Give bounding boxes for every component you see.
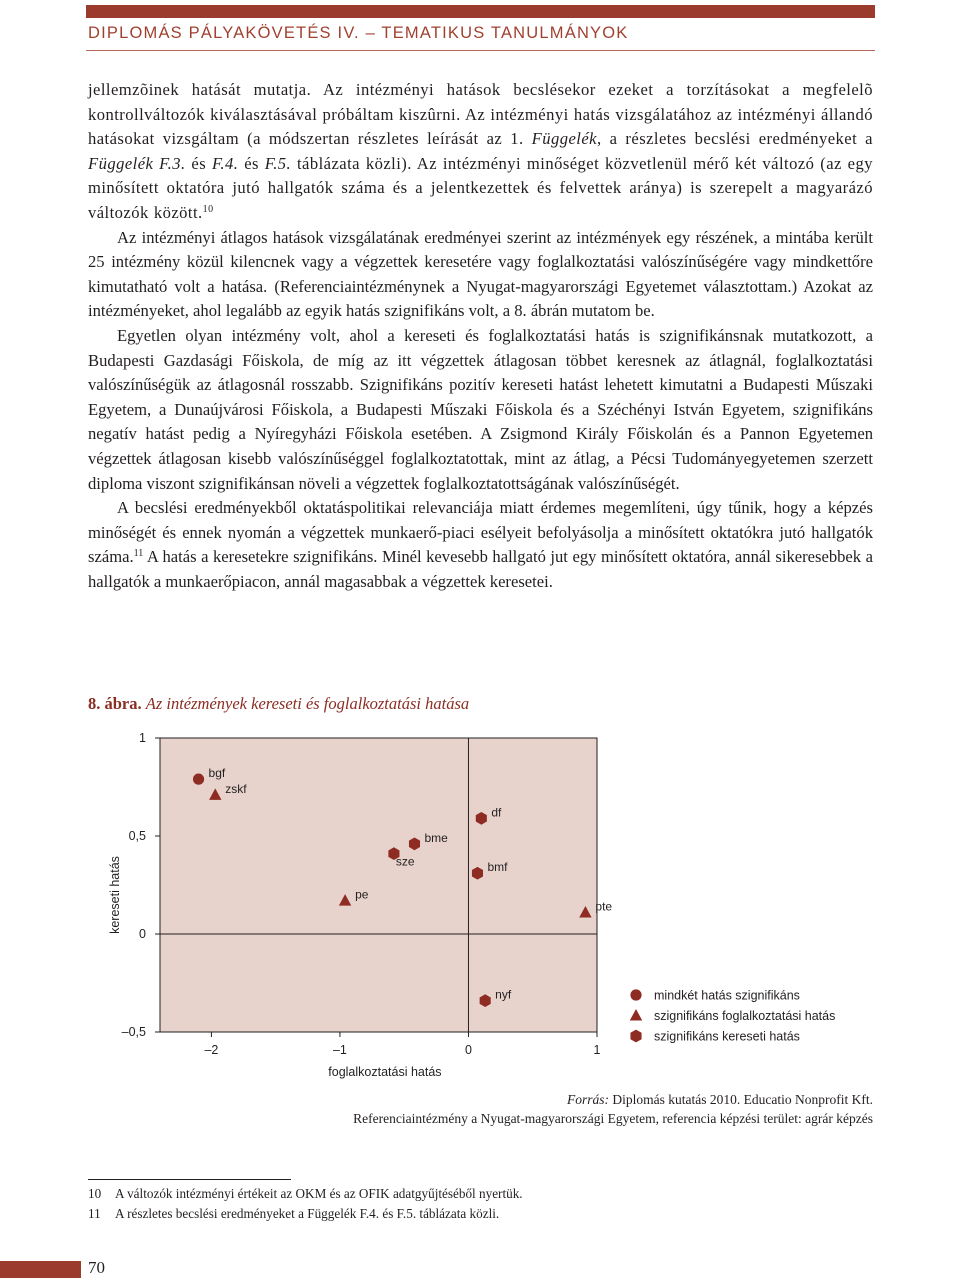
figure-source	[353, 1090, 873, 1128]
appendix-reference: Függelék	[531, 129, 597, 149]
reference-note: Referenciaintézmény a Nyugat-magyarországi Egyetem, referencia képzési terület: agrár képzés	[353, 1111, 873, 1126]
legend-marker-hexagon	[630, 1030, 641, 1043]
footnote-number: 11	[88, 1206, 101, 1221]
paragraph-1-text-e: táblázata közli). Az intézményi minőséget közvetlenül mérő két változó (az egy minősített oktatóra jutó hallgatók száma és a jelentkezettek és felvettek aránya) is szerepelt a magyarázó változók között.	[88, 153, 873, 222]
x-axis-title: foglalkoztatási hatás	[328, 1065, 442, 1079]
point-label-pte: pte	[595, 899, 613, 914]
legend-marker-circle	[630, 989, 641, 1000]
legend-label: szignifikáns kereseti hatás	[654, 1029, 800, 1044]
footnote-text: A részletes becslési eredményeket a Függelék F.4. és F.5. táblázata közli.	[115, 1206, 500, 1221]
paragraph-4-text-a: A becslési eredményekből oktatáspolitikai relevanciája miatt érdemes megemlíteni, úgy tűnik, hogy a képzés minőségét és ennek nyomán a végzettek munkaerő-piaci esélyeit befolyásolja a minősített oktatókra jutó hallgatók száma.	[88, 498, 873, 567]
legend-label: mindkét hatás szignifikáns	[654, 988, 800, 1003]
point-label-bgf: bgf	[208, 766, 226, 781]
footnote-marker-11: 11	[133, 548, 144, 560]
x-tick-label: 1	[593, 1043, 601, 1057]
table-reference-f4: F.4.	[211, 153, 239, 173]
paragraph-4	[88, 496, 873, 594]
running-header: DIPLOMÁS PÁLYAKÖVETÉS IV. – TEMATIKUS TANULMÁNYOK	[88, 24, 629, 42]
figure-title: Az intézmények kereseti és foglalkoztatási hatása	[145, 694, 470, 713]
figure-number: 8. ábra.	[88, 694, 142, 713]
x-tick-label: –1	[332, 1043, 347, 1057]
paragraph-2: Az intézményi átlagos hatások vizsgálatának eredményei szerint az intézmények egy részének, a mintába került 25 intézmény közül kilencnek vagy a végzettek keresetére vagy foglalkoztatási valószínűségére vagy mindkettőre kimutatható volt a hatása. (Referenciaintézménynek a Nyugat-magyarországi Egyetemet választottam.) Azokat az intézményeket, ahol legalább az egyik hatás szignifikáns volt, a 8. ábrán mutatom be.	[88, 227, 873, 321]
point-label-bmf: bmf	[487, 860, 508, 875]
paragraph-1-text-c: és	[185, 153, 212, 173]
data-point-bgf	[193, 774, 204, 785]
x-tick-label: –2	[204, 1043, 219, 1057]
source-text: Diplomás kutatás 2010. Educatio Nonprofit Kft.	[609, 1092, 873, 1107]
point-label-df: df	[491, 805, 502, 820]
footnote-marker-10: 10	[202, 203, 214, 215]
y-tick-label: –0,5	[121, 1025, 146, 1039]
paragraph-1-text-a: jellemzõinek hatását mutatja. Az intézményi hatások becslésekor ezeket a torzításokat a megfelelõ kontrollváltozók kiválasztásával próbáltam kiszûrni. Az intézményi hatás vizsgálatához az intézményi állandó hatásokat vizsgáltam (a módszertan részletes leírását az 1.	[88, 80, 873, 149]
footnote-11	[88, 1204, 523, 1224]
legend-label: szignifikáns foglalkoztatási hatás	[654, 1009, 836, 1023]
page-number: 70	[88, 1258, 105, 1277]
footnote-rule	[88, 1179, 291, 1180]
x-tick-label: 0	[464, 1043, 472, 1057]
header-rule	[86, 50, 875, 51]
paragraph-1-text-b: , a részletes becslési eredményeket a	[596, 129, 874, 149]
body-text	[88, 78, 873, 594]
figure-caption	[88, 694, 469, 714]
footnotes	[88, 1184, 523, 1224]
point-label-pe: pe	[355, 887, 369, 902]
scatter-chart	[88, 722, 873, 1084]
point-label-nyf: nyf	[495, 987, 512, 1002]
footnote-number: 10	[88, 1186, 102, 1201]
legend-marker-triangle	[630, 1009, 642, 1021]
point-label-sze: sze	[395, 854, 415, 869]
paragraph-1-text-d: és	[238, 153, 265, 173]
point-label-bme: bme	[424, 830, 448, 845]
table-reference-f5: F.5.	[264, 153, 292, 173]
y-tick-label: 1	[139, 731, 146, 745]
y-axis-title: kereseti hatás	[108, 856, 122, 934]
point-label-zskf: zskf	[225, 781, 247, 796]
table-reference-f3: Függelék F.3.	[88, 153, 186, 173]
footnote-text: A változók intézményi értékeit az OKM és az OFIK adatgyűjtéséből nyertük.	[115, 1186, 523, 1201]
source-label: Forrás:	[567, 1092, 610, 1107]
paragraph-3: Egyetlen olyan intézmény volt, ahol a kereseti és foglalkoztatási hatás is szignifikánsnak mutatkozott, a Budapesti Gazdasági Főiskola, de míg az itt végzettek átlagosan többet keresnek az átlagnál, foglalkoztatási valószínűségük az átlagosnál rosszabb. Szignifikáns pozitív kereseti hatást lehetett kimutatni a Budapesti Műszaki Egyetem, a Dunaújvárosi Főiskola, a Budapesti Műszaki Főiskola és a Széchényi István Egyetem, szignifikáns negatív hatást pedig a Nyíregyházi Főiskola esetében. A Zsigmond Király Főiskolán és a Pannon Egyetemen végzettek átlagosan kisebb valószínűséggel foglalkoztatottak, mint az átlag, a Pécsi Tudományegyetemen szerzett diploma viszont szignifikánsan növeli a végzettek foglalkoztatottságának valószínűségét.	[88, 325, 873, 493]
y-tick-label: 0,5	[128, 829, 146, 843]
header-color-band	[86, 5, 875, 18]
paragraph-4-text-b: A hatás a keresetekre szignifikáns. Minél kevesebb hallgató jut egy minősített oktatóra, annál sikeresebbek a hallgatók a munkaerőpiacon, annál magasabbak a végzettek keresetei.	[88, 547, 873, 591]
paragraph-1	[88, 78, 873, 226]
footnote-10	[88, 1184, 523, 1204]
y-tick-label: 0	[139, 927, 146, 941]
page-number-tab	[0, 1261, 81, 1278]
source-line	[353, 1090, 873, 1109]
